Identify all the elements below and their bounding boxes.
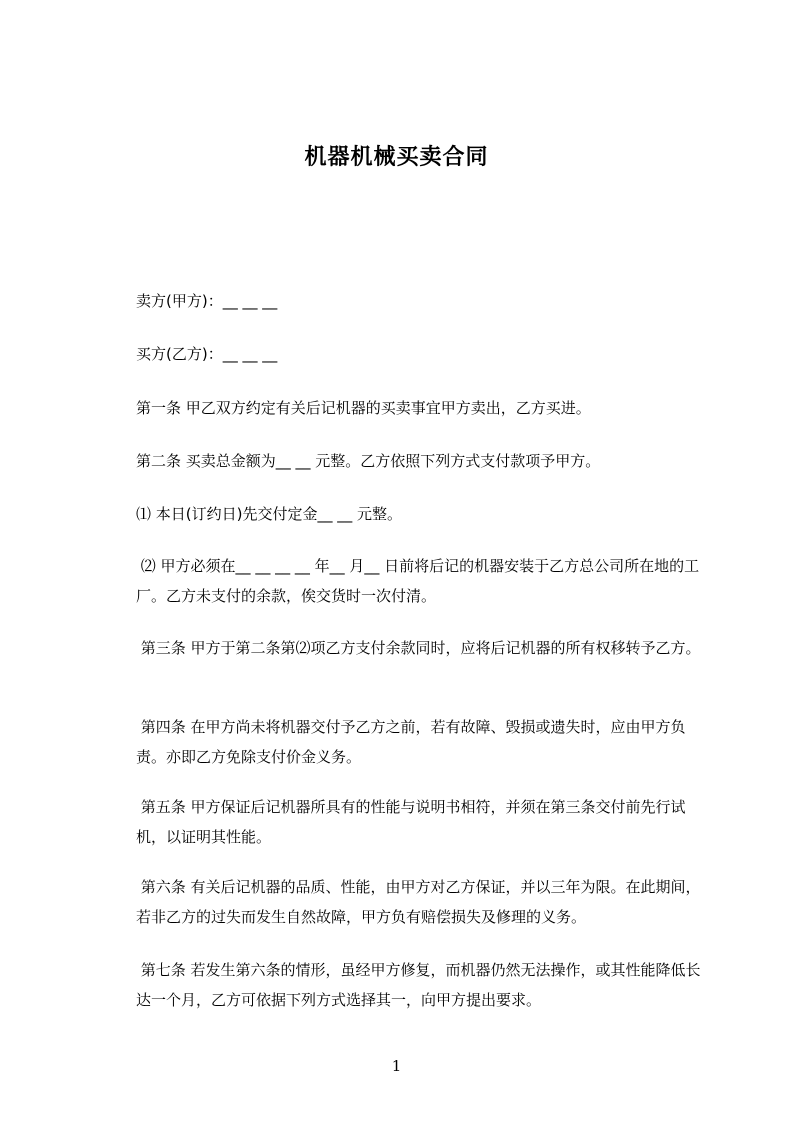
seller-party-line: 卖方(甲方)：__ __ __ bbox=[136, 292, 278, 310]
article-6: 第六条 有关后记机器的品质、性能，由甲方对乙方保证，并以三年为限。在此期间，若非乙方的过失而发生自然故障，甲方负有赔偿损失及修理的义务。 bbox=[136, 878, 701, 926]
article-5: 第五条 甲方保证后记机器所具有的性能与说明书相符，并须在第三条交付前先行试机，以证明其性能。 bbox=[136, 798, 686, 846]
article-2-item-2: ⑵ 甲方必须在__ __ __ __ 年__ 月__ 日前将后记的机器安装于乙方总公司所在地的工厂。乙方未支付的余款，俟交货时一次付清。 bbox=[136, 557, 700, 605]
article-7: 第七条 若发生第六条的情形，虽经甲方修复，而机器仍然无法操作，或其性能降低长达一个月，乙方可依据下列方式选择其一，向甲方提出要求。 bbox=[136, 961, 701, 1009]
buyer-party-line: 买方(乙方)：__ __ __ bbox=[136, 345, 278, 363]
article-1: 第一条 甲乙双方约定有关后记机器的买卖事宜甲方卖出，乙方买进。 bbox=[136, 399, 591, 417]
document-title: 机器机械买卖合同 bbox=[304, 145, 489, 170]
article-3: 第三条 甲方于第二条第⑵项乙方支付余款同时，应将后记机器的所有权移转予乙方。 bbox=[136, 639, 701, 657]
article-4: 第四条 在甲方尚未将机器交付予乙方之前，若有故障、毁损或遗失时，应由甲方负责。亦即乙方免除支付价金义务。 bbox=[136, 718, 686, 766]
article-2-item-1: ⑴ 本日(订约日)先交付定金__ __ 元整。 bbox=[136, 505, 403, 523]
page-number: 1 bbox=[391, 1057, 402, 1075]
article-2: 第二条 买卖总金额为__ __ 元整。乙方依照下列方式支付款项予甲方。 bbox=[136, 452, 601, 470]
